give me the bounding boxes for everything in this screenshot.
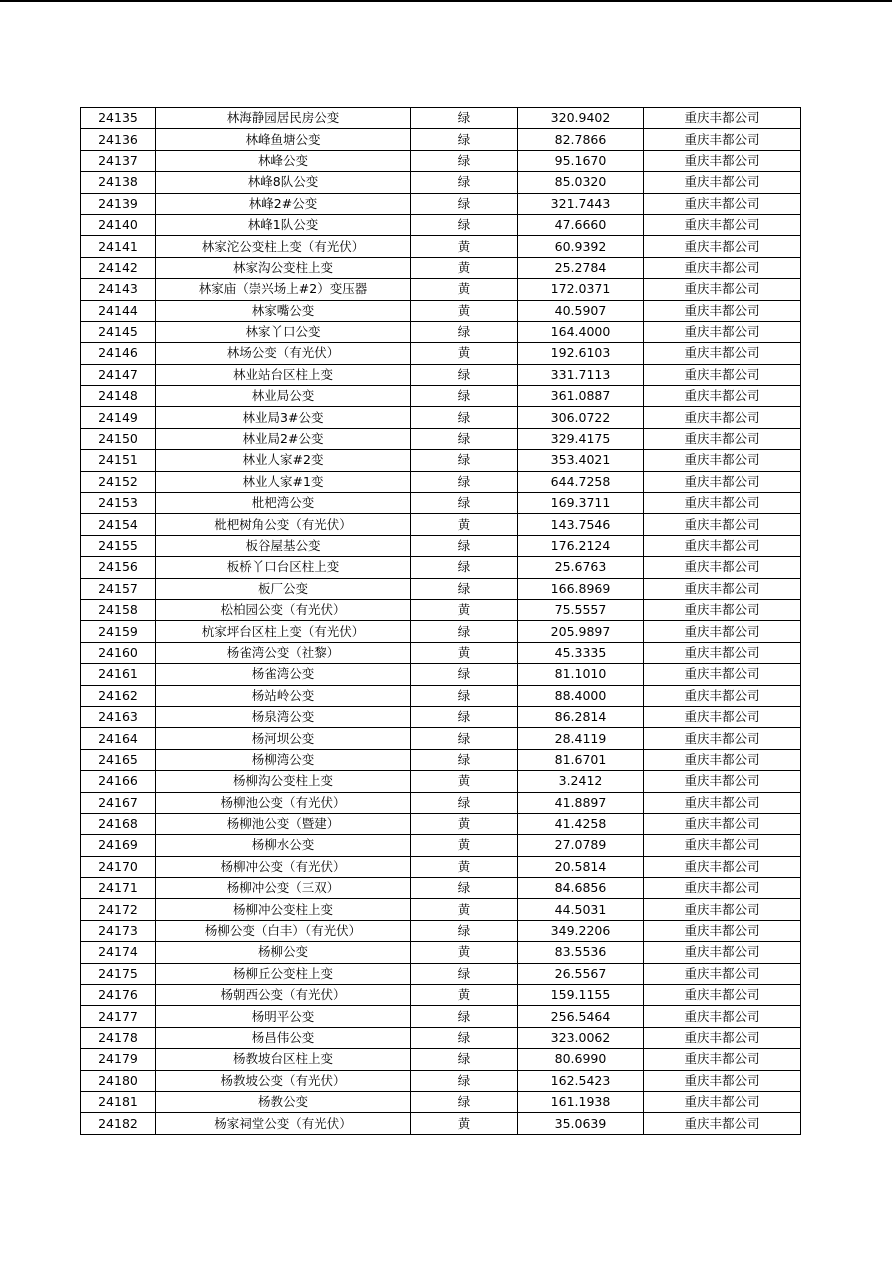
company-cell: 重庆丰都公司: [644, 792, 801, 813]
row-id-cell: 24173: [81, 920, 156, 941]
company-cell: 重庆丰都公司: [644, 578, 801, 599]
transformer-name-cell: 杨柳冲公变（有光伏）: [156, 856, 411, 877]
status-color-cell: 黄: [411, 236, 518, 257]
transformer-name-cell: 林业人家#1变: [156, 471, 411, 492]
transformer-name-cell: 杨教坡公变（有光伏）: [156, 1070, 411, 1091]
status-color-cell: 绿: [411, 1027, 518, 1048]
table-row: [81, 963, 801, 984]
company-cell: 重庆丰都公司: [644, 1006, 801, 1027]
company-cell: 重庆丰都公司: [644, 557, 801, 578]
status-color-cell: 绿: [411, 172, 518, 193]
status-color-cell: 黄: [411, 279, 518, 300]
table-row: [81, 172, 801, 193]
value-cell: 162.5423: [518, 1070, 644, 1091]
company-cell: 重庆丰都公司: [644, 942, 801, 963]
row-id-cell: 24152: [81, 471, 156, 492]
status-color-cell: 黄: [411, 942, 518, 963]
company-cell: 重庆丰都公司: [644, 664, 801, 685]
page-top-border: [0, 0, 892, 2]
row-id-cell: 24141: [81, 236, 156, 257]
table-row: [81, 813, 801, 834]
value-cell: 331.7113: [518, 364, 644, 385]
table-row: [81, 1049, 801, 1070]
company-cell: 重庆丰都公司: [644, 321, 801, 342]
status-color-cell: 绿: [411, 129, 518, 150]
row-id-cell: 24144: [81, 300, 156, 321]
status-color-cell: 绿: [411, 728, 518, 749]
value-cell: 25.6763: [518, 557, 644, 578]
table-row: [81, 343, 801, 364]
row-id-cell: 24138: [81, 172, 156, 193]
transformer-name-cell: 林家丫口公变: [156, 321, 411, 342]
status-color-cell: 黄: [411, 642, 518, 663]
table-row: [81, 985, 801, 1006]
transformer-name-cell: 杨雀湾公变: [156, 664, 411, 685]
table-row: [81, 321, 801, 342]
transformer-name-cell: 林家嘴公变: [156, 300, 411, 321]
table-row: [81, 835, 801, 856]
row-id-cell: 24156: [81, 557, 156, 578]
company-cell: 重庆丰都公司: [644, 771, 801, 792]
transformer-name-cell: 杨柳冲公变柱上变: [156, 899, 411, 920]
table-row: [81, 557, 801, 578]
value-cell: 164.4000: [518, 321, 644, 342]
company-cell: 重庆丰都公司: [644, 471, 801, 492]
status-color-cell: 绿: [411, 450, 518, 471]
transformer-name-cell: 杨柳池公变（有光伏）: [156, 792, 411, 813]
value-cell: 85.0320: [518, 172, 644, 193]
status-color-cell: 绿: [411, 878, 518, 899]
transformer-name-cell: 林业站台区柱上变: [156, 364, 411, 385]
company-cell: 重庆丰都公司: [644, 1027, 801, 1048]
status-color-cell: 绿: [411, 471, 518, 492]
table-row: [81, 1070, 801, 1091]
value-cell: 27.0789: [518, 835, 644, 856]
value-cell: 361.0887: [518, 386, 644, 407]
value-cell: 644.7258: [518, 471, 644, 492]
table-row: [81, 300, 801, 321]
company-cell: 重庆丰都公司: [644, 343, 801, 364]
status-color-cell: 黄: [411, 257, 518, 278]
transformer-name-cell: 杨朝西公变（有光伏）: [156, 985, 411, 1006]
row-id-cell: 24176: [81, 985, 156, 1006]
row-id-cell: 24164: [81, 728, 156, 749]
company-cell: 重庆丰都公司: [644, 493, 801, 514]
value-cell: 25.2784: [518, 257, 644, 278]
table-row: [81, 428, 801, 449]
transformer-name-cell: 杨教坡台区柱上变: [156, 1049, 411, 1070]
table-row: [81, 150, 801, 171]
transformer-name-cell: 杨河坝公变: [156, 728, 411, 749]
table-row: [81, 493, 801, 514]
status-color-cell: 绿: [411, 706, 518, 727]
status-color-cell: 绿: [411, 535, 518, 556]
company-cell: 重庆丰都公司: [644, 685, 801, 706]
value-cell: 45.3335: [518, 642, 644, 663]
row-id-cell: 24143: [81, 279, 156, 300]
company-cell: 重庆丰都公司: [644, 813, 801, 834]
status-color-cell: 绿: [411, 407, 518, 428]
company-cell: 重庆丰都公司: [644, 599, 801, 620]
value-cell: 28.4119: [518, 728, 644, 749]
row-id-cell: 24181: [81, 1091, 156, 1112]
row-id-cell: 24168: [81, 813, 156, 834]
value-cell: 353.4021: [518, 450, 644, 471]
row-id-cell: 24151: [81, 450, 156, 471]
value-cell: 320.9402: [518, 108, 644, 129]
row-id-cell: 24154: [81, 514, 156, 535]
status-color-cell: 绿: [411, 428, 518, 449]
value-cell: 95.1670: [518, 150, 644, 171]
status-color-cell: 黄: [411, 899, 518, 920]
status-color-cell: 绿: [411, 621, 518, 642]
company-cell: 重庆丰都公司: [644, 300, 801, 321]
table-row: [81, 407, 801, 428]
status-color-cell: 绿: [411, 1049, 518, 1070]
value-cell: 143.7546: [518, 514, 644, 535]
transformer-name-cell: 板厂公变: [156, 578, 411, 599]
company-cell: 重庆丰都公司: [644, 236, 801, 257]
company-cell: 重庆丰都公司: [644, 1113, 801, 1134]
row-id-cell: 24177: [81, 1006, 156, 1027]
company-cell: 重庆丰都公司: [644, 835, 801, 856]
transformer-name-cell: 林家沱公变柱上变（有光伏）: [156, 236, 411, 257]
row-id-cell: 24162: [81, 685, 156, 706]
company-cell: 重庆丰都公司: [644, 985, 801, 1006]
value-cell: 84.6856: [518, 878, 644, 899]
transformer-name-cell: 林海静园居民房公变: [156, 108, 411, 129]
row-id-cell: 24145: [81, 321, 156, 342]
status-color-cell: 绿: [411, 557, 518, 578]
status-color-cell: 绿: [411, 214, 518, 235]
table-row: [81, 728, 801, 749]
company-cell: 重庆丰都公司: [644, 514, 801, 535]
value-cell: 323.0062: [518, 1027, 644, 1048]
value-cell: 88.4000: [518, 685, 644, 706]
table-row: [81, 621, 801, 642]
company-cell: 重庆丰都公司: [644, 706, 801, 727]
transformer-name-cell: 杨泉湾公变: [156, 706, 411, 727]
transformer-name-cell: 林峰鱼塘公变: [156, 129, 411, 150]
company-cell: 重庆丰都公司: [644, 749, 801, 770]
value-cell: 86.2814: [518, 706, 644, 727]
table-row: [81, 706, 801, 727]
transformer-name-cell: 杨柳水公变: [156, 835, 411, 856]
table-row: [81, 664, 801, 685]
status-color-cell: 绿: [411, 1006, 518, 1027]
status-color-cell: 黄: [411, 343, 518, 364]
row-id-cell: 24169: [81, 835, 156, 856]
row-id-cell: 24136: [81, 129, 156, 150]
table-row: [81, 108, 801, 129]
value-cell: 256.5464: [518, 1006, 644, 1027]
company-cell: 重庆丰都公司: [644, 728, 801, 749]
row-id-cell: 24175: [81, 963, 156, 984]
table-row: [81, 193, 801, 214]
value-cell: 349.2206: [518, 920, 644, 941]
transformer-name-cell: 杨柳湾公变: [156, 749, 411, 770]
row-id-cell: 24166: [81, 771, 156, 792]
table-row: [81, 1113, 801, 1134]
value-cell: 47.6660: [518, 214, 644, 235]
value-cell: 26.5567: [518, 963, 644, 984]
table-row: [81, 578, 801, 599]
status-color-cell: 绿: [411, 1091, 518, 1112]
status-color-cell: 黄: [411, 813, 518, 834]
value-cell: 306.0722: [518, 407, 644, 428]
company-cell: 重庆丰都公司: [644, 856, 801, 877]
table-row: [81, 535, 801, 556]
company-cell: 重庆丰都公司: [644, 1070, 801, 1091]
value-cell: 83.5536: [518, 942, 644, 963]
status-color-cell: 黄: [411, 856, 518, 877]
row-id-cell: 24137: [81, 150, 156, 171]
table-row: [81, 920, 801, 941]
transformer-name-cell: 林业人家#2变: [156, 450, 411, 471]
company-cell: 重庆丰都公司: [644, 108, 801, 129]
status-color-cell: 黄: [411, 985, 518, 1006]
status-color-cell: 绿: [411, 664, 518, 685]
company-cell: 重庆丰都公司: [644, 279, 801, 300]
value-cell: 41.4258: [518, 813, 644, 834]
value-cell: 161.1938: [518, 1091, 644, 1112]
company-cell: 重庆丰都公司: [644, 450, 801, 471]
transformer-name-cell: 枇杷树角公变（有光伏）: [156, 514, 411, 535]
transformer-name-cell: 林峰公变: [156, 150, 411, 171]
status-color-cell: 绿: [411, 386, 518, 407]
table-row: [81, 856, 801, 877]
row-id-cell: 24172: [81, 899, 156, 920]
row-id-cell: 24157: [81, 578, 156, 599]
table-row: [81, 792, 801, 813]
row-id-cell: 24155: [81, 535, 156, 556]
table-row: [81, 450, 801, 471]
transformer-name-cell: 杨柳丘公变柱上变: [156, 963, 411, 984]
value-cell: 172.0371: [518, 279, 644, 300]
table-row: [81, 942, 801, 963]
company-cell: 重庆丰都公司: [644, 150, 801, 171]
status-color-cell: 绿: [411, 920, 518, 941]
row-id-cell: 24179: [81, 1049, 156, 1070]
value-cell: 40.5907: [518, 300, 644, 321]
row-id-cell: 24150: [81, 428, 156, 449]
company-cell: 重庆丰都公司: [644, 386, 801, 407]
status-color-cell: 绿: [411, 792, 518, 813]
row-id-cell: 24135: [81, 108, 156, 129]
transformer-name-cell: 松柏园公变（有光伏）: [156, 599, 411, 620]
table-row: [81, 257, 801, 278]
table-row: [81, 386, 801, 407]
row-id-cell: 24160: [81, 642, 156, 663]
table-row: [81, 771, 801, 792]
company-cell: 重庆丰都公司: [644, 257, 801, 278]
transformer-name-cell: 林场公变（有光伏）: [156, 343, 411, 364]
company-cell: 重庆丰都公司: [644, 621, 801, 642]
transformer-name-cell: 杨柳池公变（暨建）: [156, 813, 411, 834]
transformer-name-cell: 林业局2#公变: [156, 428, 411, 449]
transformer-name-cell: 杨柳冲公变（三双）: [156, 878, 411, 899]
row-id-cell: 24149: [81, 407, 156, 428]
transformer-name-cell: 杨柳公变（白丰）（有光伏）: [156, 920, 411, 941]
row-id-cell: 24171: [81, 878, 156, 899]
row-id-cell: 24167: [81, 792, 156, 813]
value-cell: 169.3711: [518, 493, 644, 514]
company-cell: 重庆丰都公司: [644, 172, 801, 193]
status-color-cell: 黄: [411, 300, 518, 321]
company-cell: 重庆丰都公司: [644, 642, 801, 663]
row-id-cell: 24148: [81, 386, 156, 407]
company-cell: 重庆丰都公司: [644, 214, 801, 235]
table-row: [81, 599, 801, 620]
status-color-cell: 绿: [411, 321, 518, 342]
table-row: [81, 1027, 801, 1048]
value-cell: 41.8897: [518, 792, 644, 813]
transformer-name-cell: 杨教公变: [156, 1091, 411, 1112]
transformer-name-cell: 林业局公变: [156, 386, 411, 407]
row-id-cell: 24174: [81, 942, 156, 963]
value-cell: 159.1155: [518, 985, 644, 1006]
company-cell: 重庆丰都公司: [644, 1091, 801, 1112]
row-id-cell: 24139: [81, 193, 156, 214]
status-color-cell: 黄: [411, 1113, 518, 1134]
value-cell: 166.8969: [518, 578, 644, 599]
value-cell: 321.7443: [518, 193, 644, 214]
row-id-cell: 24170: [81, 856, 156, 877]
table-row: [81, 1006, 801, 1027]
company-cell: 重庆丰都公司: [644, 407, 801, 428]
status-color-cell: 绿: [411, 685, 518, 706]
status-color-cell: 绿: [411, 364, 518, 385]
table-row: [81, 514, 801, 535]
status-color-cell: 黄: [411, 599, 518, 620]
value-cell: 81.1010: [518, 664, 644, 685]
transformer-name-cell: 板桥丫口台区柱上变: [156, 557, 411, 578]
value-cell: 75.5557: [518, 599, 644, 620]
value-cell: 205.9897: [518, 621, 644, 642]
company-cell: 重庆丰都公司: [644, 899, 801, 920]
value-cell: 81.6701: [518, 749, 644, 770]
company-cell: 重庆丰都公司: [644, 193, 801, 214]
table-row: [81, 878, 801, 899]
status-color-cell: 绿: [411, 150, 518, 171]
row-id-cell: 24182: [81, 1113, 156, 1134]
value-cell: 82.7866: [518, 129, 644, 150]
transformer-name-cell: 林峰1队公变: [156, 214, 411, 235]
value-cell: 192.6103: [518, 343, 644, 364]
table-row: [81, 214, 801, 235]
row-id-cell: 24159: [81, 621, 156, 642]
value-cell: 80.6990: [518, 1049, 644, 1070]
transformer-name-cell: 林家庙（崇兴场上#2）变压器: [156, 279, 411, 300]
company-cell: 重庆丰都公司: [644, 364, 801, 385]
data-table: [80, 107, 801, 1135]
company-cell: 重庆丰都公司: [644, 129, 801, 150]
row-id-cell: 24142: [81, 257, 156, 278]
table-row: [81, 749, 801, 770]
transformer-name-cell: 林峰8队公变: [156, 172, 411, 193]
row-id-cell: 24147: [81, 364, 156, 385]
transformer-name-cell: 杭家坪台区柱上变（有光伏）: [156, 621, 411, 642]
value-cell: 3.2412: [518, 771, 644, 792]
transformer-name-cell: 杨明平公变: [156, 1006, 411, 1027]
status-color-cell: 绿: [411, 1070, 518, 1091]
status-color-cell: 绿: [411, 108, 518, 129]
company-cell: 重庆丰都公司: [644, 920, 801, 941]
transformer-name-cell: 板谷屋基公变: [156, 535, 411, 556]
row-id-cell: 24153: [81, 493, 156, 514]
row-id-cell: 24165: [81, 749, 156, 770]
transformer-name-cell: 枇杷湾公变: [156, 493, 411, 514]
value-cell: 44.5031: [518, 899, 644, 920]
value-cell: 35.0639: [518, 1113, 644, 1134]
status-color-cell: 绿: [411, 493, 518, 514]
status-color-cell: 绿: [411, 963, 518, 984]
transformer-name-cell: 杨雀湾公变（社黎）: [156, 642, 411, 663]
company-cell: 重庆丰都公司: [644, 535, 801, 556]
value-cell: 176.2124: [518, 535, 644, 556]
status-color-cell: 绿: [411, 578, 518, 599]
table-row: [81, 1091, 801, 1112]
table-row: [81, 364, 801, 385]
status-color-cell: 黄: [411, 514, 518, 535]
row-id-cell: 24178: [81, 1027, 156, 1048]
row-id-cell: 24180: [81, 1070, 156, 1091]
status-color-cell: 绿: [411, 193, 518, 214]
value-cell: 60.9392: [518, 236, 644, 257]
transformer-name-cell: 杨昌伟公变: [156, 1027, 411, 1048]
transformer-name-cell: 杨站岭公变: [156, 685, 411, 706]
row-id-cell: 24158: [81, 599, 156, 620]
table-row: [81, 129, 801, 150]
transformer-name-cell: 林家沟公变柱上变: [156, 257, 411, 278]
table-row: [81, 685, 801, 706]
row-id-cell: 24140: [81, 214, 156, 235]
row-id-cell: 24146: [81, 343, 156, 364]
transformer-name-cell: 杨柳公变: [156, 942, 411, 963]
company-cell: 重庆丰都公司: [644, 1049, 801, 1070]
table-row: [81, 279, 801, 300]
status-color-cell: 黄: [411, 771, 518, 792]
status-color-cell: 黄: [411, 835, 518, 856]
value-cell: 329.4175: [518, 428, 644, 449]
table-body: [81, 108, 801, 1135]
row-id-cell: 24163: [81, 706, 156, 727]
status-color-cell: 绿: [411, 749, 518, 770]
company-cell: 重庆丰都公司: [644, 878, 801, 899]
table-row: [81, 899, 801, 920]
value-cell: 20.5814: [518, 856, 644, 877]
transformer-name-cell: 杨家祠堂公变（有光伏）: [156, 1113, 411, 1134]
transformer-name-cell: 杨柳沟公变柱上变: [156, 771, 411, 792]
company-cell: 重庆丰都公司: [644, 428, 801, 449]
company-cell: 重庆丰都公司: [644, 963, 801, 984]
row-id-cell: 24161: [81, 664, 156, 685]
transformer-name-cell: 林业局3#公变: [156, 407, 411, 428]
table-row: [81, 236, 801, 257]
table-row: [81, 642, 801, 663]
table-row: [81, 471, 801, 492]
transformer-name-cell: 林峰2#公变: [156, 193, 411, 214]
